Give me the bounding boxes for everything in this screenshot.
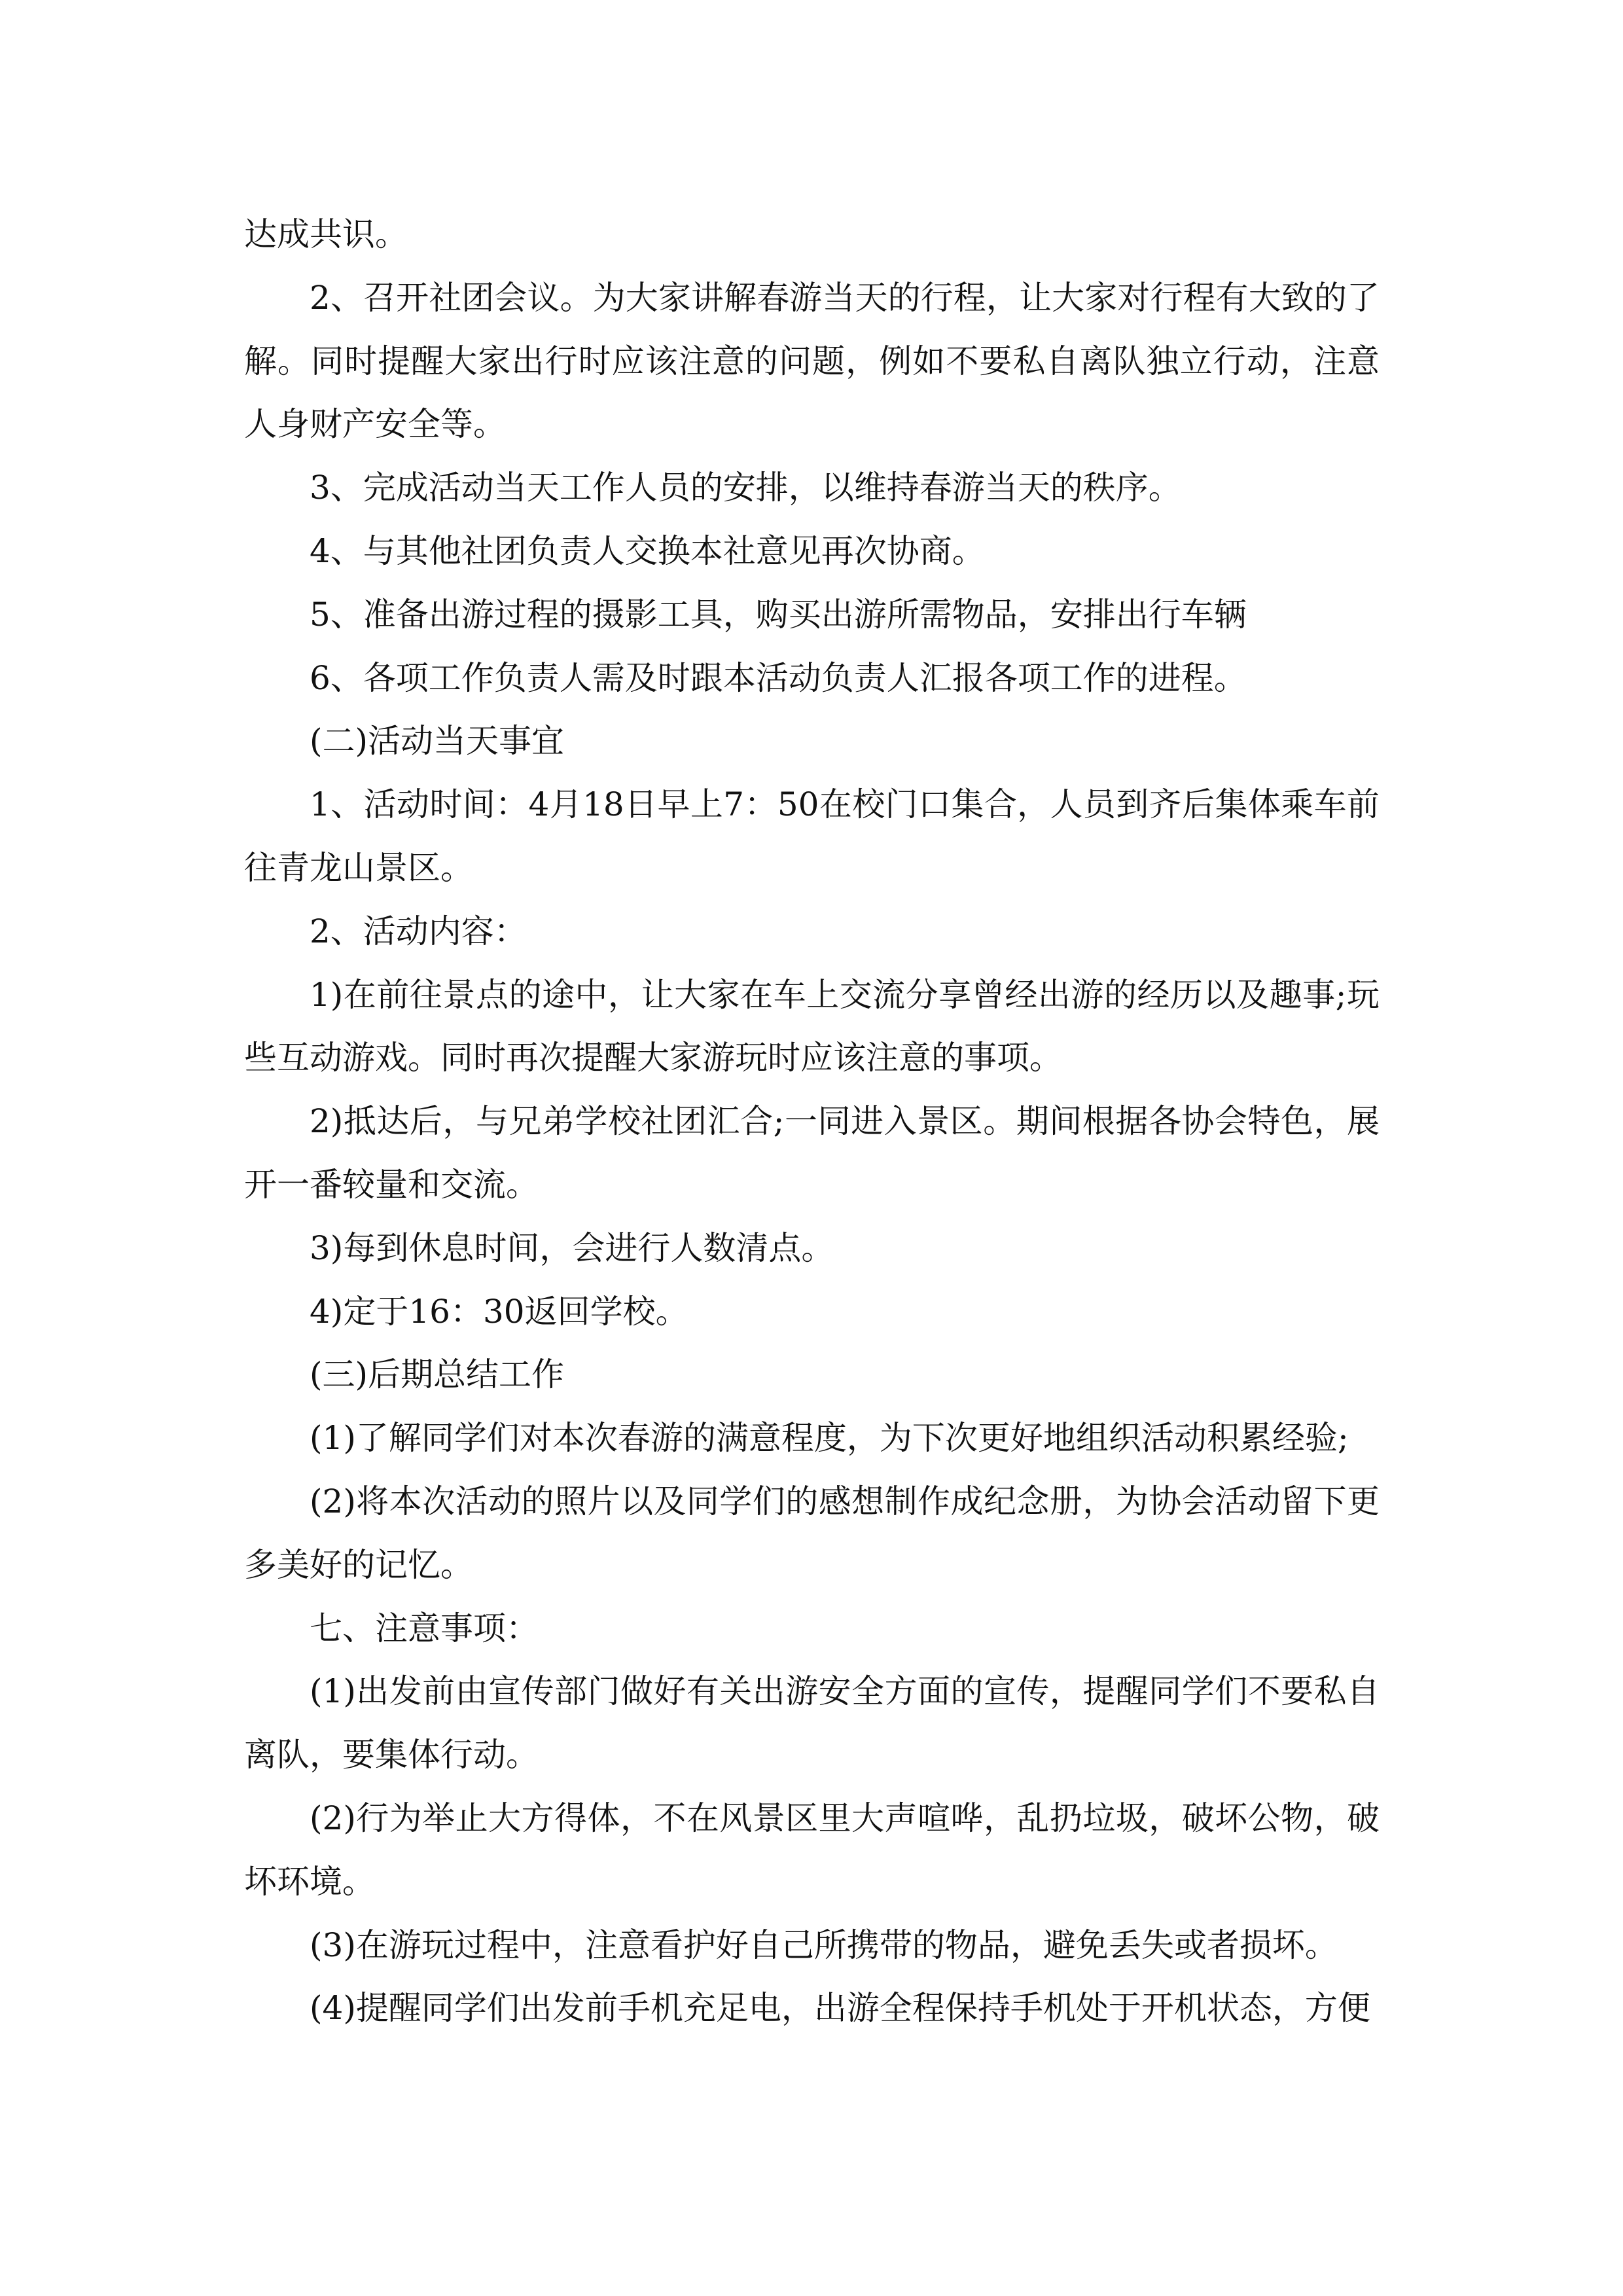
paragraph-item-4: 4、与其他社团负责人交换本社意见再次协商。 [310, 531, 985, 570]
paragraph-note-1: (1)出发前由宣传部门做好有关出游安全方面的宣传，提醒同学们不要私自离队，要集体行动。 [244, 1672, 1380, 1774]
paragraph-item-6: 6、各项工作负责人需及时跟本活动负责人汇报各项工作的进程。 [310, 658, 1247, 697]
paragraph-summary-1: (1)了解同学们对本次春游的满意程度，为下次更好地组织活动积累经验; [310, 1419, 1349, 1458]
paragraph-content-4: 4)定于16：30返回学校。 [310, 1292, 688, 1331]
paragraph-content-2: 2)抵达后，与兄弟学校社团汇合;一同进入景区。期间根据各协会特色，展开一番较量和交流。 [244, 1102, 1380, 1204]
section-heading-notes: 七、注意事项： [310, 1609, 539, 1647]
paragraph-activity-time: 1、活动时间：4月18日早上7：50在校门口集合，人员到齐后集体乘车前往青龙山景区。 [244, 785, 1380, 887]
paragraph-summary-2: (2)将本次活动的照片以及同学们的感想制作成纪念册，为协会活动留下更多美好的记忆。 [244, 1482, 1380, 1584]
paragraph-item-5: 5、准备出游过程的摄影工具，购买出游所需物品，安排出行车辆 [310, 595, 1247, 634]
paragraph-note-3: (3)在游玩过程中，注意看护好自己所携带的物品，避免丢失或者损坏。 [310, 1926, 1338, 1964]
paragraph-activity-content: 2、活动内容： [310, 912, 527, 950]
document-body [244, 203, 1380, 2040]
paragraph-note-4: (4)提醒同学们出发前手机充足电，出游全程保持手机处于开机状态，方便 [310, 1989, 1370, 2028]
paragraph-content-1: 1)在前往景点的途中，让大家在车上交流分享曾经出游的经历以及趣事;玩些互动游戏。同时再次提醒大家游玩时应该注意的事项。 [244, 975, 1380, 1077]
paragraph-item-2: 2、召开社团会议。为大家讲解春游当天的行程，让大家对行程有大致的了解。同时提醒大家出行时应该注意的问题，例如不要私自离队独立行动，注意人身财产安全等。 [244, 278, 1380, 444]
paragraph-note-2: (2)行为举止大方得体，不在风景区里大声喧哗，乱扔垃圾，破坏公物，破坏环境。 [244, 1799, 1380, 1901]
section-heading-summary: (三)后期总结工作 [310, 1355, 565, 1394]
paragraph-item-3: 3、完成活动当天工作人员的安排，以维持春游当天的秩序。 [310, 469, 1181, 507]
paragraph-continuation: 达成共识。 [244, 215, 408, 253]
paragraph-content-3: 3)每到休息时间，会进行人数清点。 [310, 1229, 834, 1267]
section-heading-event-day: (二)活动当天事宜 [310, 722, 565, 761]
